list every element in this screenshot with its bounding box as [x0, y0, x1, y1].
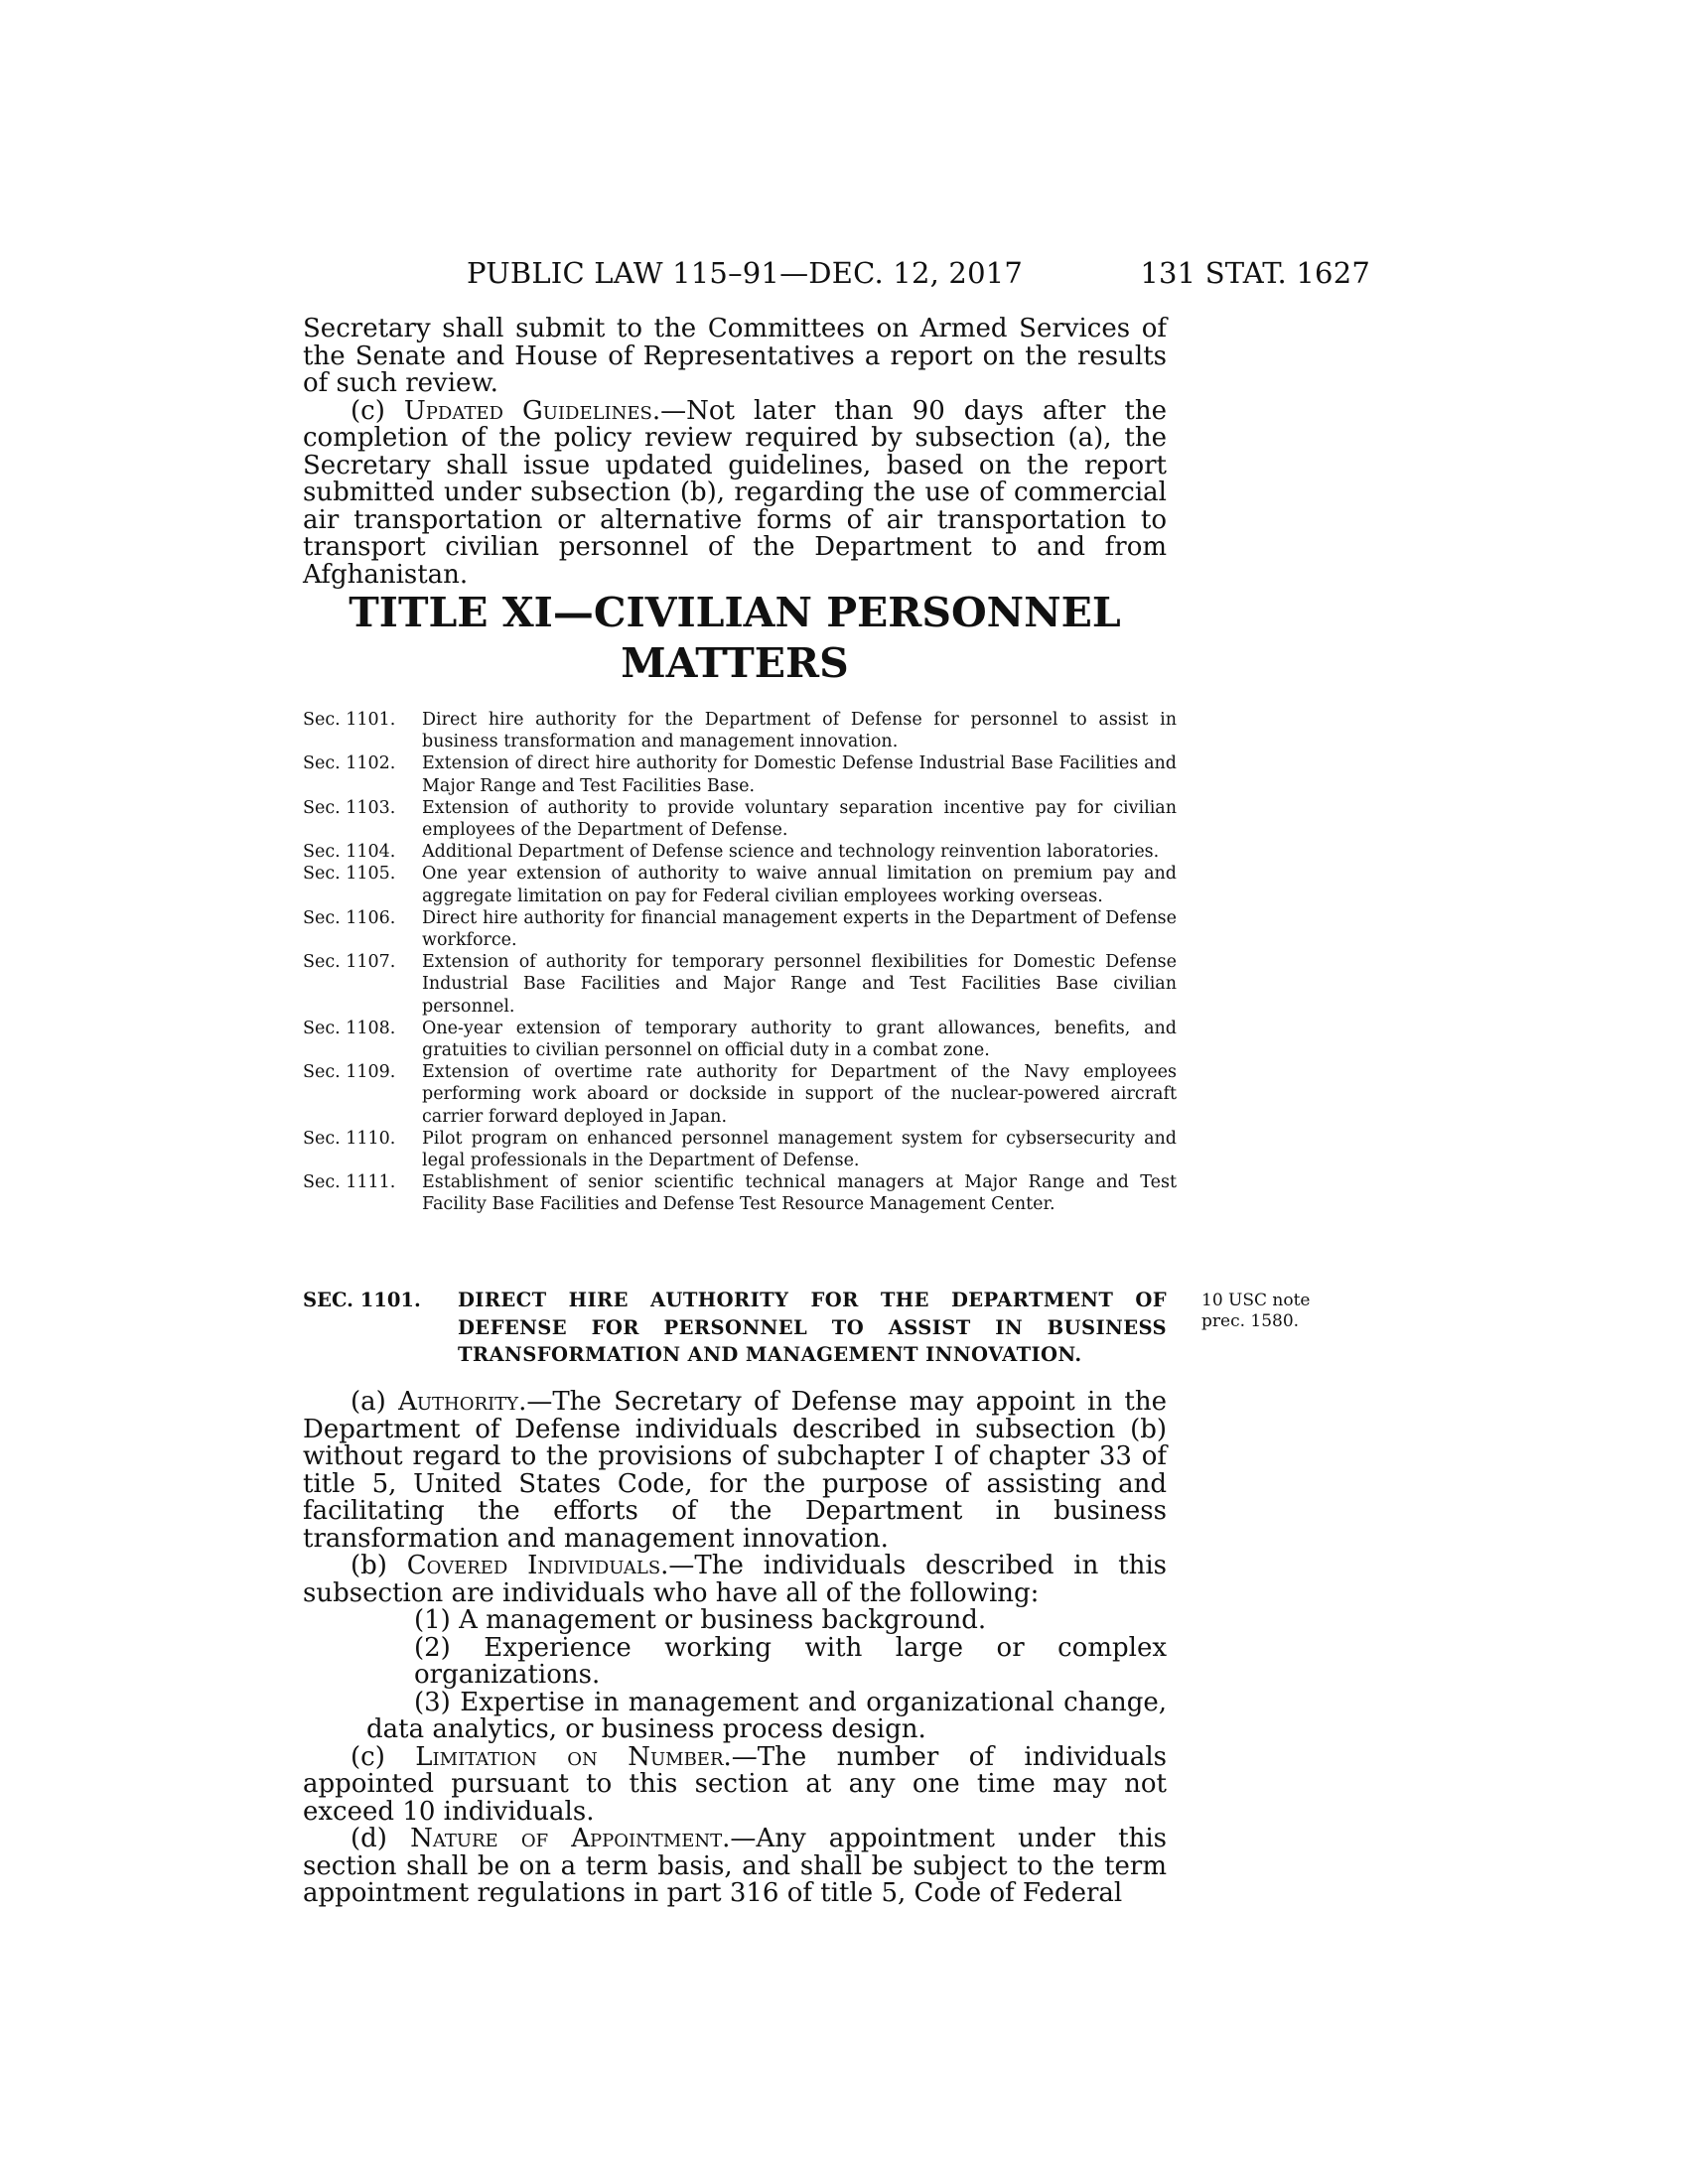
toc-entry	[303, 1171, 1177, 1215]
toc-entry	[303, 752, 1177, 796]
subsection-text: .—The Secretary of Defense may appoint in the Department of Defense individuals described in subsection (b) without regard to the provisions of subchapter I of chapter 33 of title 5, United States Code, for the purpose of assisting and facilitating the efforts of the Department in business transformation and management innovation.	[303, 1387, 1167, 1554]
table-of-contents	[303, 709, 1177, 1216]
subsection-text: .—The number of individuals appointed pursuant to this section at any one time may not exceed 10 individuals.	[303, 1741, 1167, 1827]
toc-text: Direct hire authority for the Department of Defense for personnel to assist in business transformation and management innovation.	[422, 710, 1177, 752]
section-heading	[303, 1287, 1167, 1369]
toc-text: Extension of authority to provide voluntary separation incentive pay for civilian employees of the Department of Defense.	[422, 797, 1177, 841]
paragraph-1: (1) A management or business background.	[414, 1605, 987, 1635]
toc-number: Sec. 1103.	[303, 797, 396, 818]
toc-number: Sec. 1110.	[303, 1128, 396, 1149]
section-title: DIRECT HIRE AUTHORITY FOR THE DEPARTMENT OF DEFENSE FOR PERSONNEL TO ASSIST IN BUSINESS TRANSFORMATION AND MANAGEMENT INNOVATION.	[458, 1289, 1167, 1366]
toc-text: Additional Department of Defense science and technology reinvention laboratories.	[422, 842, 1160, 863]
subsection-label: (d)	[351, 1824, 411, 1853]
opening-text	[303, 316, 1167, 589]
subsection-a-authority	[303, 1389, 1167, 1553]
toc-number: Sec. 1106.	[303, 907, 396, 928]
toc-text: Establishment of senior scientific technical managers at Major Range and Test Facility Base Facilities and Defense Test Resource Management Center.	[422, 1172, 1177, 1215]
running-head	[298, 250, 1370, 296]
title-heading: TITLE XI—CIVILIAN PERSONNEL MATTERS	[349, 589, 1121, 687]
toc-entry	[303, 951, 1177, 1018]
toc-number: Sec. 1105.	[303, 864, 396, 885]
toc-entry	[303, 1061, 1177, 1128]
toc-entry	[303, 907, 1177, 951]
toc-entry	[303, 841, 1177, 863]
toc-number: Sec. 1107.	[303, 952, 396, 973]
toc-number: Sec. 1108.	[303, 1018, 396, 1038]
subsection-label: (c)	[351, 395, 404, 426]
subsection-heading: Nature of Appointment	[410, 1824, 723, 1853]
toc-text: Extension of authority for temporary personnel flexibilities for Domestic Defense Industrial Base Facilities and Major Range and Test Facilities Base civilian personnel.	[422, 952, 1177, 1017]
subsection-b-covered-individuals	[303, 1553, 1167, 1607]
toc-number: Sec. 1104.	[303, 842, 396, 863]
subsection-text: .—Not later than 90 days after the completion of the policy review required by subsection (a), the Secretary shall issue updated guidelines, based on the report submitted under subsection (b), regarding the use of commercial air transportation or alternative forms of air transportation to transport civilian personnel of the Department to and from Afghanistan.	[303, 395, 1167, 590]
toc-text: One-year extension of temporary authority to grant allowances, benefits, and gratuities to civilian personnel on official duty in a combat zone.	[422, 1018, 1177, 1061]
toc-text: Direct hire authority for financial management experts in the Department of Defense workforce.	[422, 907, 1177, 951]
section-number: SEC. 1101.	[303, 1289, 421, 1311]
toc-text: Extension of overtime rate authority for Department of the Navy employees performing work aboard or dockside in support of the nuclear-powered aircraft carrier forward deployed in Japan.	[422, 1062, 1177, 1127]
toc-entry	[303, 1018, 1177, 1061]
toc-entry	[303, 709, 1177, 752]
subsection-text: .—Any appointment under this section shall be on a term basis, and shall be subject to the term appointment regulations in part 316 of title 5, Code of Federal	[303, 1824, 1167, 1908]
subsection-heading: Updated Guidelines	[403, 395, 652, 426]
subsection-label: (a)	[351, 1387, 399, 1417]
stat-reference: 131 STAT. 1627	[1140, 256, 1370, 290]
law-title: PUBLIC LAW 115–91—DEC. 12, 2017	[467, 256, 1024, 290]
toc-entry	[303, 863, 1177, 906]
subsection-d-nature-of-appointment	[303, 1826, 1167, 1908]
toc-number: Sec. 1109.	[303, 1062, 396, 1083]
toc-entry	[303, 797, 1177, 841]
subsection-heading: Authority	[398, 1387, 519, 1417]
toc-number: Sec. 1101.	[303, 710, 396, 730]
toc-text: One year extension of authority to waive annual limitation on premium pay and aggregate limitation on pay for Federal civilian employees working overseas.	[422, 864, 1177, 906]
continuation-paragraph: Secretary shall submit to the Committees on Armed Services of the Senate and House of Representatives a report on the results of such review.	[303, 314, 1167, 398]
toc-text: Extension of direct hire authority for Domestic Defense Industrial Base Facilities and Major Range and Test Facilities Base.	[422, 753, 1177, 796]
subsection-text: .—The individuals described in this subsection are individuals who have all of the following:	[303, 1551, 1167, 1608]
toc-entry	[303, 1128, 1177, 1171]
subsection-label: (c)	[351, 1741, 416, 1772]
margin-note: 10 USC note prec. 1580.	[1201, 1291, 1311, 1331]
subsection-c-updated-guidelines	[303, 395, 1167, 590]
subsection-heading: Covered Individuals	[406, 1551, 661, 1580]
paragraph-3: (3) Expertise in management and organizational change, data analytics, or business process design.	[366, 1687, 1167, 1744]
toc-text: Pilot program on enhanced personnel management system for cybsersecurity and legal professionals in the Department of Defense.	[422, 1128, 1177, 1171]
subsection-label: (b)	[351, 1551, 407, 1580]
section-body	[303, 1389, 1167, 1908]
toc-number: Sec. 1102.	[303, 753, 396, 774]
subsection-heading: Limitation on Number	[415, 1741, 724, 1772]
subsection-c-limitation	[303, 1741, 1167, 1827]
toc-number: Sec. 1111.	[303, 1172, 396, 1193]
paragraph-2: (2) Experience working with large or complex organizations.	[414, 1632, 1167, 1690]
